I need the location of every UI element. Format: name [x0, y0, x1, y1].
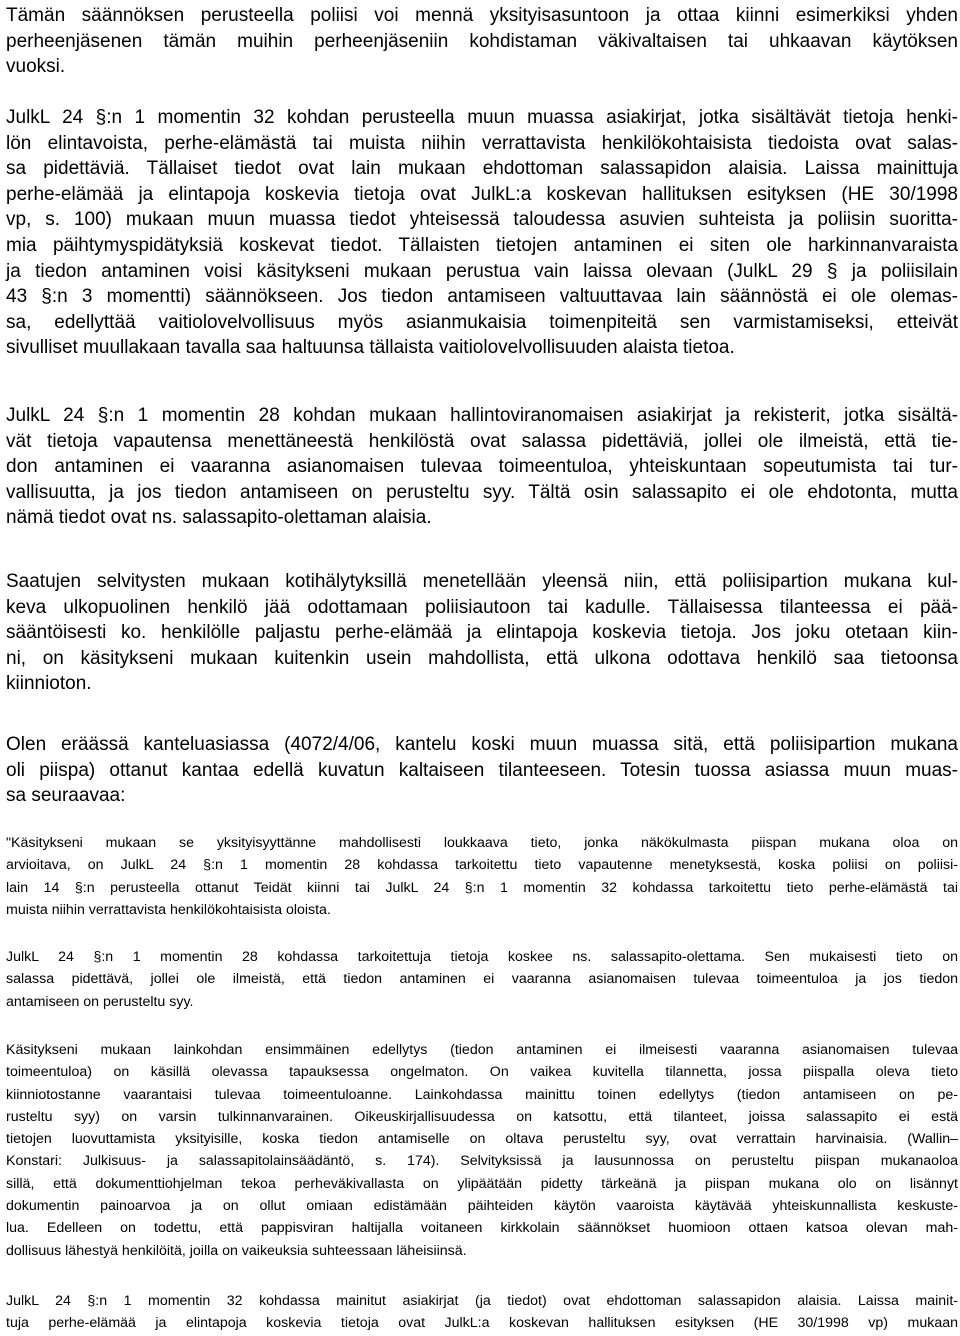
- text-line: lain 14 §:n perusteella ottanut Teidät kiinni tai JulkL 24 §:n 1 momentin 32 kohdassa tarkoitettu tieto perhe-elämästä tai: [6, 879, 958, 896]
- paragraph-4: [6, 569, 958, 697]
- text-line: vallisuutta, ja jos tiedon antamiseen on perusteltu syy. Tältä osin salassapito ei ole ehdotonta, mutta: [6, 481, 958, 503]
- text-line: tietojen luovuttamista yksityisille, koska tiedon antamiselle on oltava perusteltu syy, ovat verrattain harvinaisia. (Wallin–: [6, 1131, 958, 1148]
- quote-paragraph-1: [6, 832, 958, 921]
- text-line: Käsitykseni mukaan lainkohdan ensimmäinen edellytys (tiedon antaminen ei ilmeisesti vaaranna asianomaisen tulevaa: [6, 1042, 958, 1058]
- text-line: antamiseen on perusteltu syy.: [6, 993, 194, 1010]
- text-line: ja tiedon antaminen voisi käsitykseni mukaan perustua vain laissa olevaan (JulkL 29 § ja poliisilain: [6, 260, 958, 282]
- text-line: Saatujen selvitysten mukaan kotihälytyksillä menetellään yleensä niin, että poliisipartion mukana kul-: [6, 571, 958, 592]
- text-line: JulkL 24 §:n 1 momentin 32 kohdassa mainitut asiakirjat (ja tiedot) ovat ehdottoman salassapidon alaisia. Laissa mainit-: [6, 1293, 958, 1309]
- text-line: sa seuraavaa:: [6, 785, 126, 807]
- text-line: perheenjäsenen tämän muihin perheenjäseniin kohdistaman väkivaltaisen tai uhkaavan käytöksen: [6, 30, 958, 52]
- quote-paragraph-2: [6, 946, 958, 1013]
- text-line: lua. Edelleen on todettu, että pappisviran haltijalla voitaneen kirkkolain säännökset huomioon ottaen katsoa olevan mah-: [6, 1220, 958, 1237]
- text-line: keva ulkopuolinen henkilö jää odottamaan poliisiautoon tai kadulle. Tällaisessa tilanteessa ei pää-: [6, 596, 958, 618]
- text-line: don antaminen ei vaaranna asianomaisen tulevaa toimeentuloa, yhteiskuntaan sopeutumista tai tur-: [6, 456, 958, 478]
- text-line: Tämän säännöksen perusteella poliisi voi mennä yksityisasuntoon ja ottaa kiinni esimerkiksi yhden: [6, 5, 958, 26]
- text-line: 43 §:n 3 momentti) säännökseen. Jos tiedon antamiseen valtuuttavaa lain säännöstä ei ole olemas-: [6, 286, 958, 308]
- text-line: perhe-elämää ja elintapoja koskevia tietoja ovat JulkL:a koskevan hallituksen esityksen (HE 30/1998: [6, 183, 958, 205]
- text-line: kiinnioton.: [6, 673, 92, 695]
- paragraph-5: [6, 732, 958, 809]
- text-line: sa, edellyttää vaitiolovelvollisuus myös asianmukaisia toimenpiteitä sen varmistamiseksi, etteivät: [6, 311, 958, 333]
- text-line: sa pidettäviä. Tällaiset tiedot ovat lain mukaan ehdottoman salassapidon alaisia. Laissa mainittuja: [6, 158, 958, 180]
- text-line: "Käsitykseni mukaan se yksityisyyttänne mahdollisesti loukkaava tieto, jonka näkökulmasta piispan mukana oloa on: [6, 835, 958, 851]
- text-line: ni, on käsitykseni mukaan kuitenkin usein mahdollista, että ulkona odottava henkilö saa tietoonsa: [6, 647, 958, 669]
- quote-paragraph-4: [6, 1290, 958, 1335]
- text-line: JulkL 24 §:n 1 momentin 32 kohdan perusteella muun muassa asiakirjat, jotka sisältävät tietoja henki-: [6, 107, 958, 128]
- text-line: nämä tiedot ovat ns. salassapito-olettaman alaisia.: [6, 507, 432, 529]
- text-line: vp, s. 100) mukaan muun muassa tiedot yhteisessä taloudessa asuvien suhteista ja poliisin suoritta-: [6, 209, 958, 231]
- paragraph-3: [6, 403, 958, 531]
- text-line: sääntöisesti ko. henkilölle paljastu perhe-elämää ja elintapoja koskevia tietoja. Jos joku otetaan kiin-: [6, 622, 958, 644]
- text-line: toimeentuloa) on käsillä olevassa tapauksessa ongelmaton. On vaikea kuvitella tilannetta, jossa piispalla oleva tieto: [6, 1064, 958, 1081]
- text-line: sillä, että dokumenttiohjelman tekoa perheväkivallasta on ylipäätään pidetty tärkeänä ja piispan mukana olo on lisännyt: [6, 1175, 958, 1192]
- quote-paragraph-3: [6, 1039, 958, 1262]
- paragraph-1: [6, 3, 958, 80]
- text-line: arvioitava, on JulkL 24 §:n 1 momentin 28 kohdassa tarkoitettu tieto vapautenne menetyksestä, koska poliisi on poliisi-: [6, 857, 958, 874]
- text-line: dollisuus lähestyä henkilöitä, joilla on vaikeuksia suhteessaan läheisiinsä.: [6, 1242, 467, 1259]
- text-line: mia päihtymyspidätyksiä koskevat tiedot. Tällaisten tietojen antaminen ei siten ole harkinnanvaraista: [6, 234, 958, 256]
- text-line: JulkL 24 §:n 1 momentin 28 kohdassa tarkoitettuja tietoja koskee ns. salassapito-olettama. Sen mukaisesti tieto on: [6, 949, 958, 965]
- text-line: sivulliset muullakaan tavalla saa haltuunsa tällaista vaitiolovelvollisuuden alaista tietoa.: [6, 337, 735, 359]
- text-line: Olen eräässä kanteluasiassa (4072/4/06, kantelu koski muun muassa sitä, että poliisipartion mukana: [6, 734, 958, 755]
- text-line: lön elintavoista, perhe-elämästä tai muista niihin verrattavista henkilökohtaisista tiedoista ovat salas-: [6, 132, 958, 154]
- text-line: salassa pidettävä, jollei ole ilmeistä, että tiedon antaminen ei vaaranna asianomaisen tulevaa toimeentuloa ja jos tiedon: [6, 971, 958, 988]
- text-line: Konstari: Julkisuus- ja salassapitolainsäädäntö, s. 174). Selvityksissä ja lausunnossa on perusteltu piispan mukanaoloa: [6, 1153, 958, 1170]
- text-line: rusteltu syy) on varsin tulkinnanvarainen. Oikeuskirjallisuudessa on katsottu, että tilanteet, joissa salassapito ei estä: [6, 1108, 958, 1125]
- text-line: JulkL 24 §:n 1 momentin 28 kohdan mukaan hallintoviranomaisen asiakirjat ja rekisterit, jotka sisältä-: [6, 405, 958, 426]
- text-line: tuja perhe-elämää ja elintapoja koskevia tietoja ovat JulkL:a koskevan hallituksen esityksen (HE 30/1998 vp) mukaan: [6, 1315, 958, 1332]
- text-line: kiinniotostanne vaarantaisi tulevaa toimeentuloanne. Lainkohdassa mainittu toinen edellytys (tiedon antamiseen on pe-: [6, 1086, 958, 1103]
- text-line: vät tietoja vapautensa menettäneestä henkilöstä ovat salassa pidettäviä, jollei ole ilmeistä, että tie-: [6, 430, 958, 452]
- text-line: muista niihin verrattavista henkilökohtaisista oloista.: [6, 901, 331, 918]
- text-line: dokumentin painoarvoa ja on ollut omiaan edistämään päihteiden käytön vaaroista käytävää yhteiskunnallista keskuste-: [6, 1198, 958, 1215]
- paragraph-2: [6, 105, 958, 361]
- text-line: oli piispa) ottanut kantaa edellä kuvatun kaltaiseen tilanteeseen. Totesin tuossa asiassa muun muas-: [6, 759, 958, 781]
- text-line: vuoksi.: [6, 56, 66, 78]
